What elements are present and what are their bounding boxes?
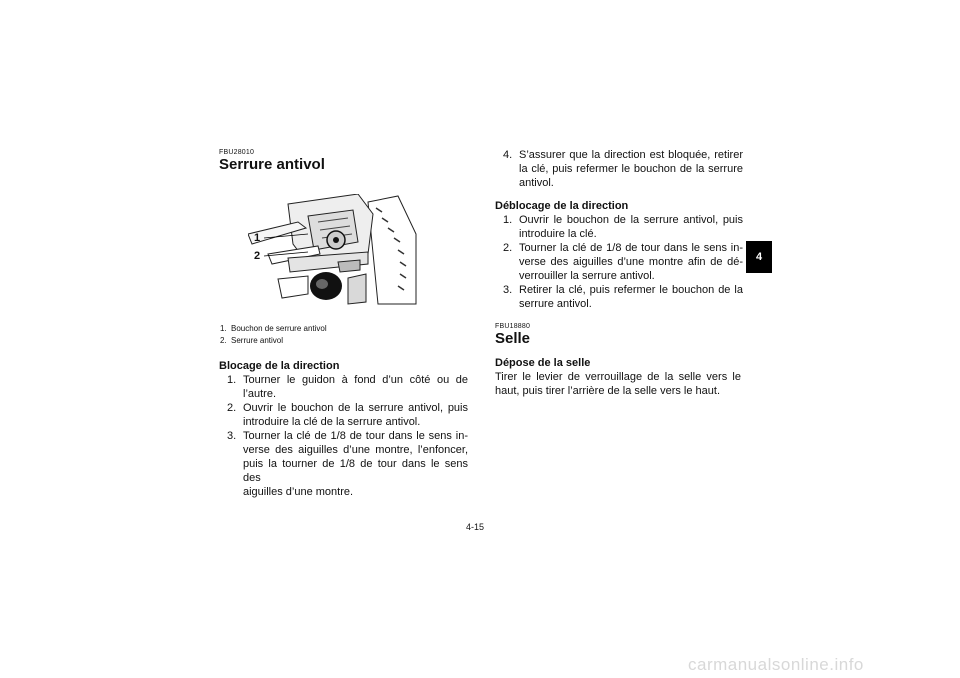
subheading-deblocage: Déblocage de la direction — [495, 200, 629, 212]
section-title: Selle — [495, 330, 531, 347]
figure-label-2: 2 — [254, 250, 261, 262]
section-title: Serrure antivol — [219, 156, 325, 173]
chapter-tab: 4 — [746, 241, 772, 273]
watermark: carmanualsonline.info — [688, 655, 864, 674]
page-number: 4-15 — [466, 522, 485, 532]
section-code: FBU28010 — [219, 149, 255, 156]
section-code: FBU18880 — [495, 323, 531, 330]
paragraph: Tirer le levier de verrouillage de la selle vers le haut, puis tirer l’arrière de la selle vers le haut. — [495, 371, 741, 397]
figure-label-1: 1 — [254, 232, 261, 244]
subheading-blocage: Blocage de la direction — [219, 360, 340, 372]
steering-lock-photo — [248, 194, 418, 306]
subheading-depose: Dépose de la selle — [495, 357, 591, 369]
